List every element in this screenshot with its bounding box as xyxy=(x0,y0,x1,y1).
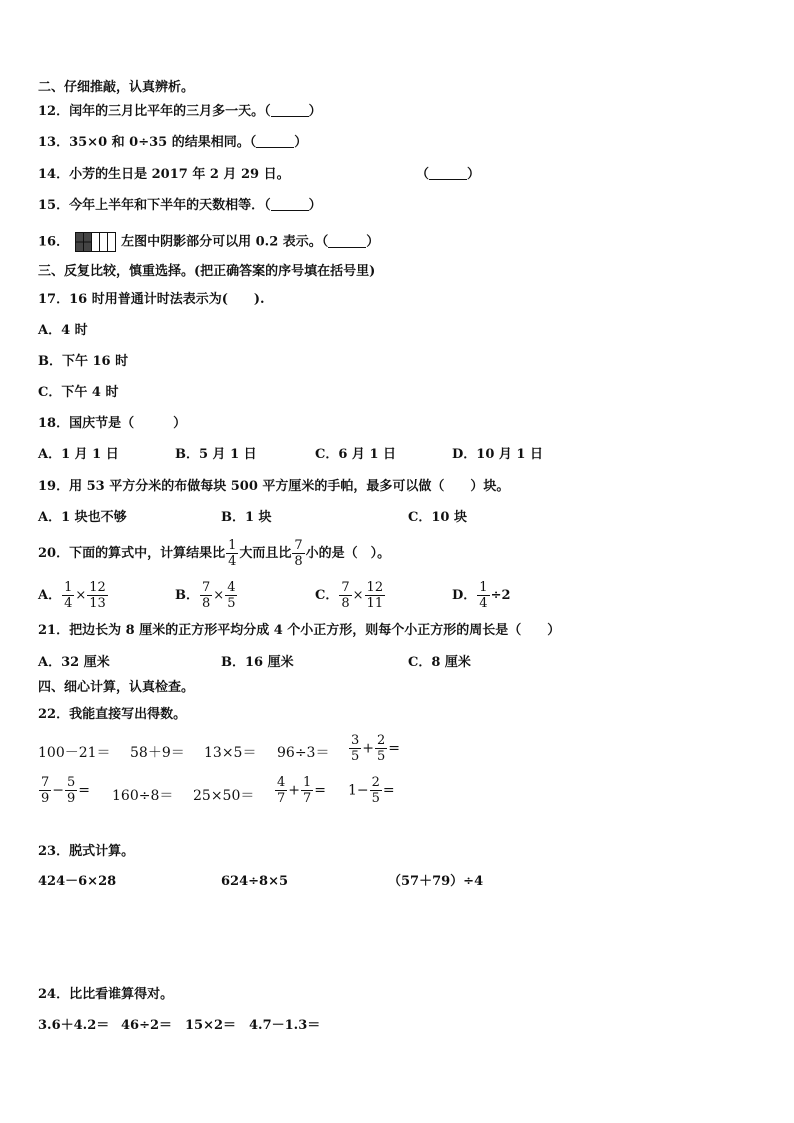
question-18-option-a[interactable]: A．1 月 1 日 xyxy=(38,447,119,462)
calc-item-fraction: 1− $\frac{2}{5}$ = xyxy=(348,775,395,806)
fraction: $\frac{1}{4}$ xyxy=(228,538,237,569)
answer-blank-15[interactable] xyxy=(271,197,309,211)
question-20-option-b[interactable]: B． $\frac{7}{8}$ × $\frac{4}{5}$ xyxy=(175,580,236,611)
question-15-text: 15．今年上半年和下半年的天数相等．（ xyxy=(38,198,271,213)
answer-blank-14[interactable] xyxy=(429,166,467,180)
question-14-answer: （ ） xyxy=(416,167,481,182)
question-21-stem: 21．把边长为 8 厘米的正方形平均分成 4 个小正方形，则每个小正方形的周长是（ ） xyxy=(38,623,561,638)
expression: 4.7－1.3＝ xyxy=(249,1018,321,1033)
question-12-text: 12．闰年的三月比平年的三月多一天。（ xyxy=(38,104,271,119)
question-20-stem: 20．下面的算式中，计算结果比 $\frac{1}{4}$ 大而且比 $\frac{7}{8}$ 小的是（ ）。 xyxy=(38,538,391,569)
fraction: $\frac{4}{7}$ xyxy=(277,775,286,806)
calc-item-fraction: $\frac{4}{7}$ + $\frac{1}{7}$ = xyxy=(277,775,327,806)
question-18-stem: 18．国庆节是（ ） xyxy=(38,416,187,431)
question-18-option-d[interactable]: D．10 月 1 日 xyxy=(452,447,543,462)
question-13: 13．35×0 和 0÷35 的结果相同。（ ） xyxy=(38,135,308,150)
question-16: 16． 左图中阴影部分可以用 0.2 表示。（ ） xyxy=(38,232,379,252)
fraction: $\frac{12}{11}$ xyxy=(366,580,384,611)
question-19-option-c[interactable]: C．10 块 xyxy=(408,510,467,525)
question-20-option-a[interactable]: A． $\frac{1}{4}$ × $\frac{12}{13}$ xyxy=(38,580,106,611)
question-14-text: 14．小芳的生日是 2017 年 2 月 29 日。 xyxy=(38,167,290,182)
question-21-option-a[interactable]: A．32 厘米 xyxy=(38,655,110,670)
question-20-option-d[interactable]: D． $\frac{1}{4}$ ÷2 xyxy=(452,580,511,611)
answer-blank-16[interactable] xyxy=(328,234,366,248)
calc-item: 100－21＝ xyxy=(38,745,111,761)
answer-blank-12[interactable] xyxy=(271,103,309,117)
fraction: $\frac{3}{5}$ xyxy=(351,733,360,764)
fraction: $\frac{7}{8}$ xyxy=(341,580,350,611)
question-23-stem: 23．脱式计算。 xyxy=(38,844,135,859)
question-24-stem: 24．比比看谁算得对。 xyxy=(38,987,174,1002)
question-21-option-b[interactable]: B．16 厘米 xyxy=(221,655,294,670)
question-15: 15．今年上半年和下半年的天数相等．（ ） xyxy=(38,198,322,213)
calc-item: 25×50＝ xyxy=(193,788,255,804)
question-18-options xyxy=(38,446,758,464)
fraction: $\frac{2}{5}$ xyxy=(377,733,386,764)
question-22-stem: 22．我能直接写出得数。 xyxy=(38,707,187,722)
fraction: $\frac{4}{5}$ xyxy=(227,580,236,611)
grid-cell xyxy=(92,233,100,252)
question-24-expressions xyxy=(38,1017,758,1035)
question-17-option-c[interactable]: C．下午 4 时 xyxy=(38,385,119,400)
question-17-stem: 17．16 时用普通计时法表示为( ). xyxy=(38,292,265,307)
section-4-title: 四、细心计算，认真检查。 xyxy=(38,680,195,695)
fraction: $\frac{7}{8}$ xyxy=(294,538,303,569)
fraction: $\frac{12}{13}$ xyxy=(89,580,106,611)
shaded-grid-figure xyxy=(75,232,117,252)
calc-item: 13×5＝ xyxy=(204,745,257,761)
expression: 3.6＋4.2＝ xyxy=(38,1018,110,1033)
section-3-title: 三、反复比较，慎重选择。(把正确答案的序号填在括号里) xyxy=(38,264,376,279)
calc-item: 160÷8＝ xyxy=(112,788,174,804)
question-20-option-c[interactable]: C． $\frac{7}{8}$ × $\frac{12}{11}$ xyxy=(315,580,384,611)
question-19-option-a[interactable]: A．1 块也不够 xyxy=(38,510,127,525)
expression: 424－6×28 xyxy=(38,874,117,889)
section-2-title: 二、仔细推敲，认真辨析。 xyxy=(38,80,195,95)
calc-item: 96÷3＝ xyxy=(277,745,330,761)
question-21-option-c[interactable]: C．8 厘米 xyxy=(408,655,471,670)
calc-item-fraction: $\frac{7}{9}$ − $\frac{5}{9}$ = xyxy=(41,775,91,806)
expression: 15×2＝ xyxy=(185,1018,237,1033)
question-18-option-c[interactable]: C．6 月 1 日 xyxy=(315,447,397,462)
calc-item-fraction: $\frac{3}{5}$ + $\frac{2}{5}$ = xyxy=(351,733,401,764)
expression: 624÷8×5 xyxy=(221,874,289,889)
fraction: $\frac{7}{8}$ xyxy=(202,580,211,611)
question-19-stem: 19．用 53 平方分米的布做每块 500 平方厘米的手帕，最多可以做（ ）块。 xyxy=(38,479,510,494)
fraction: $\frac{1}{4}$ xyxy=(64,580,73,611)
question-17-option-a[interactable]: A．4 时 xyxy=(38,323,88,338)
question-19-options xyxy=(38,509,758,527)
question-12: 12．闰年的三月比平年的三月多一天。（ ） xyxy=(38,104,322,119)
fraction: $\frac{5}{9}$ xyxy=(67,775,76,806)
question-16-text: 左图中阴影部分可以用 0.2 表示。（ xyxy=(121,234,329,250)
fraction: $\frac{7}{9}$ xyxy=(41,775,50,806)
fraction: $\frac{2}{5}$ xyxy=(371,775,380,806)
fraction: $\frac{1}{4}$ xyxy=(479,580,488,611)
expression: 46÷2＝ xyxy=(121,1018,173,1033)
fraction: $\frac{1}{7}$ xyxy=(303,775,312,806)
question-13-text: 13．35×0 和 0÷35 的结果相同。（ xyxy=(38,135,257,150)
question-19-option-b[interactable]: B．1 块 xyxy=(221,510,272,525)
grid-cell xyxy=(100,233,108,252)
question-21-options xyxy=(38,654,758,672)
expression: （57＋79）÷4 xyxy=(388,874,484,889)
answer-blank-13[interactable] xyxy=(256,134,294,148)
question-23-expressions xyxy=(38,873,758,891)
question-14 xyxy=(38,166,290,184)
question-20-options xyxy=(38,580,758,616)
calc-item: 58＋9＝ xyxy=(130,745,185,761)
grid-cell xyxy=(108,233,116,252)
question-17-option-b[interactable]: B．下午 16 时 xyxy=(38,354,129,369)
question-18-option-b[interactable]: B．5 月 1 日 xyxy=(175,447,257,462)
